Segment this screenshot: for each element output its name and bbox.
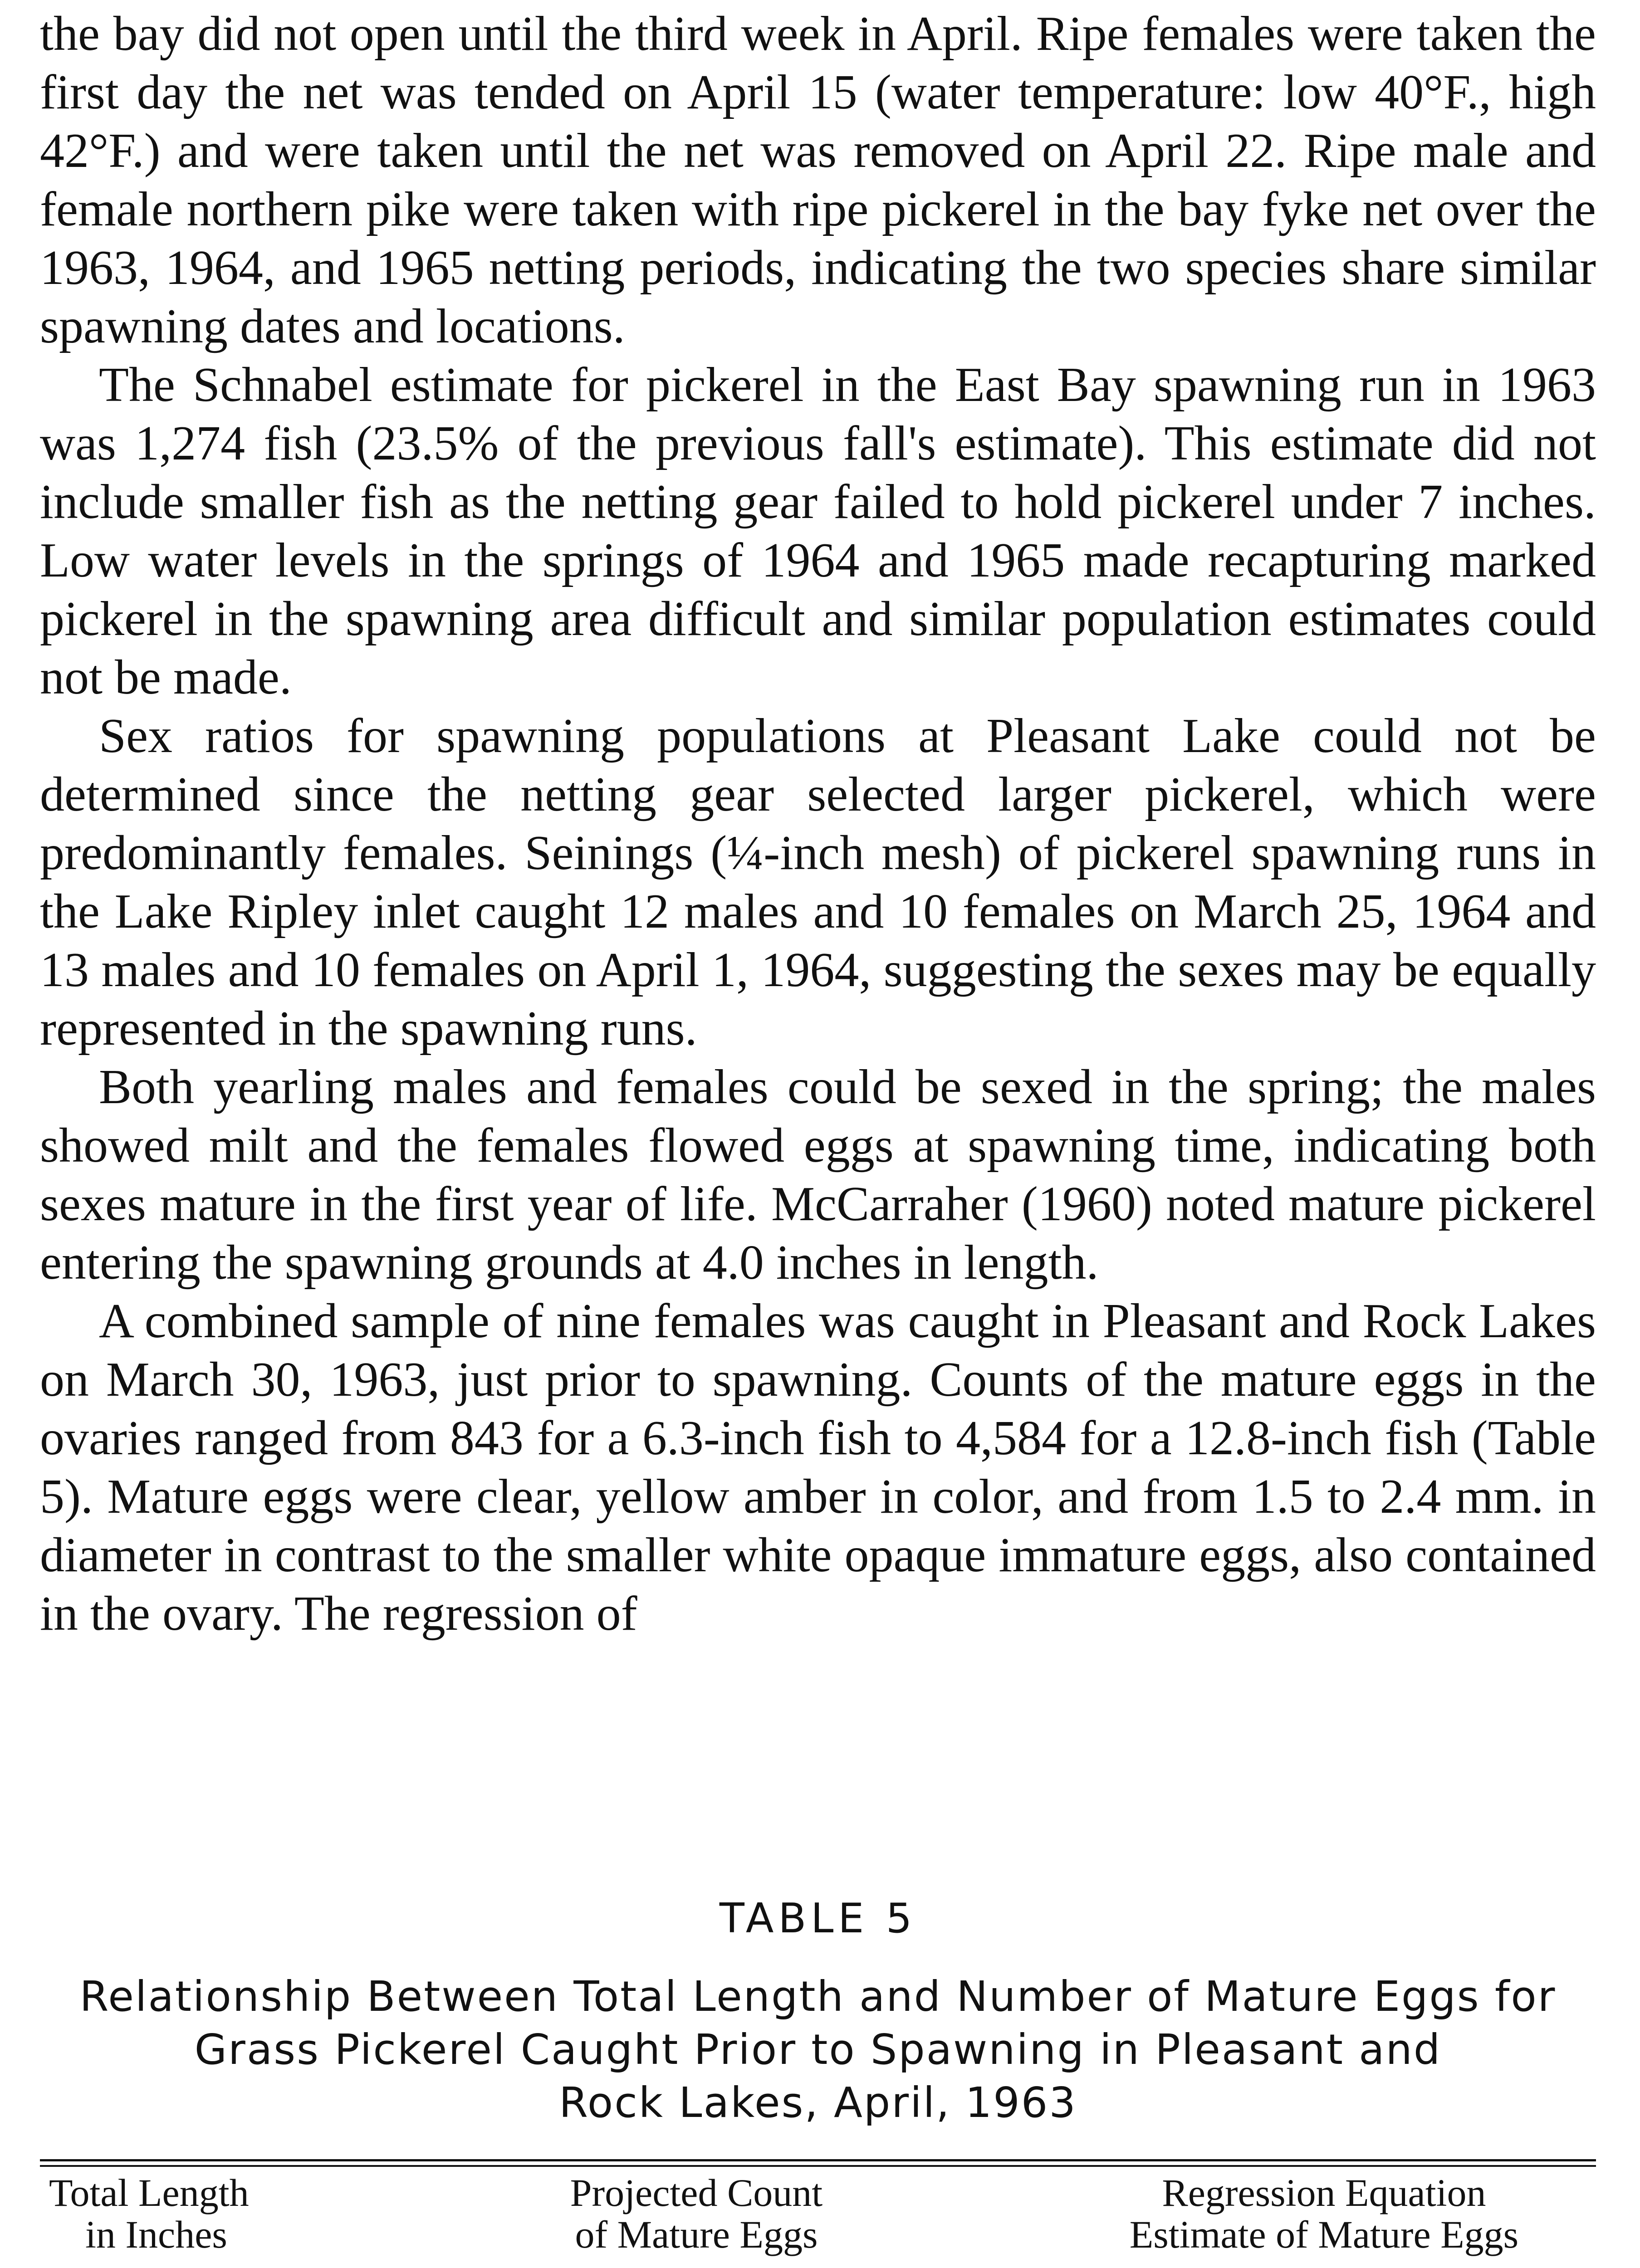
table-number: TABLE 5 [719, 1895, 917, 1942]
paragraph: Both yearling males and females could be sexed in the spring; the males showed milt and the females flowed eggs at spawning time, indicating both sexes mature in the first year of life. McCarraher (1960) noted mature pickerel entering the spawning grounds at 4.0 inches in length. [40, 1060, 1596, 1290]
header-total-length: Total Length in Inches [49, 2171, 249, 2256]
header-projected-count: Projected Count of Mature Eggs [570, 2171, 823, 2256]
table-title-line: Grass Pickerel Caught Prior to Spawning in Pleasant and [194, 2025, 1442, 2074]
paragraph: Sex ratios for spawning populations at Pleasant Lake could not be determined since the netting gear selected larger pickerel, which were predominantly females. Seinings (¼-inch mesh) of pickerel spawning runs in the Lake Ripley inlet caught 12 males and 10 females on March 25, 1964 and 13 males and 10 females on April 1, 1964, suggesting the sexes may be equally represented in the spawning runs. [40, 709, 1596, 1056]
body-text [40, 5, 1596, 1643]
paragraph: the bay did not open until the third week in April. Ripe females were taken the first day the net was tended on April 15 (water temperature: low 40°F., high 42°F.) and were taken until the net was removed on April 22. Ripe male and female northern pike were taken with ripe pickerel in the bay fyke net over the 1963, 1964, and 1965 netting periods, indicating the two species share similar spawning dates and locations. [40, 7, 1596, 353]
egg-count-table [40, 2172, 1596, 2268]
table-top-rule-inner [40, 2165, 1596, 2167]
table-top-rule [40, 2159, 1596, 2161]
header-regression-estimate: Regression Equation Estimate of Mature Eggs [1129, 2171, 1519, 2256]
table-header-row [40, 2172, 1596, 2268]
table-title-line: Relationship Between Total Length and Number of Mature Eggs for [79, 1972, 1557, 2021]
table-title-line: Rock Lakes, April, 1963 [559, 2078, 1077, 2127]
table-caption [40, 1894, 1596, 2129]
table-title [40, 1970, 1596, 2129]
paragraph: The Schnabel estimate for pickerel in the East Bay spawning run in 1963 was 1,274 fish (23.5% of the previous fall's estimate). This estimate did not include smaller fish as the netting gear failed to hold pickerel under 7 inches. Low water levels in the springs of 1964 and 1965 made recapturing marked pickerel in the spawning area difficult and similar population estimates could not be made. [40, 358, 1596, 704]
paragraph: A combined sample of nine females was caught in Pleasant and Rock Lakes on March 30, 1963, just prior to spawning. Counts of the mature eggs in the ovaries ranged from 843 for a 6.3-inch fish to 4,584 for a 12.8-inch fish (Table 5). Mature eggs were clear, yellow amber in color, and from 1.5 to 2.4 mm. in diameter in contrast to the smaller white opaque immature eggs, also contained in the ovary. The regression of [40, 1294, 1596, 1641]
